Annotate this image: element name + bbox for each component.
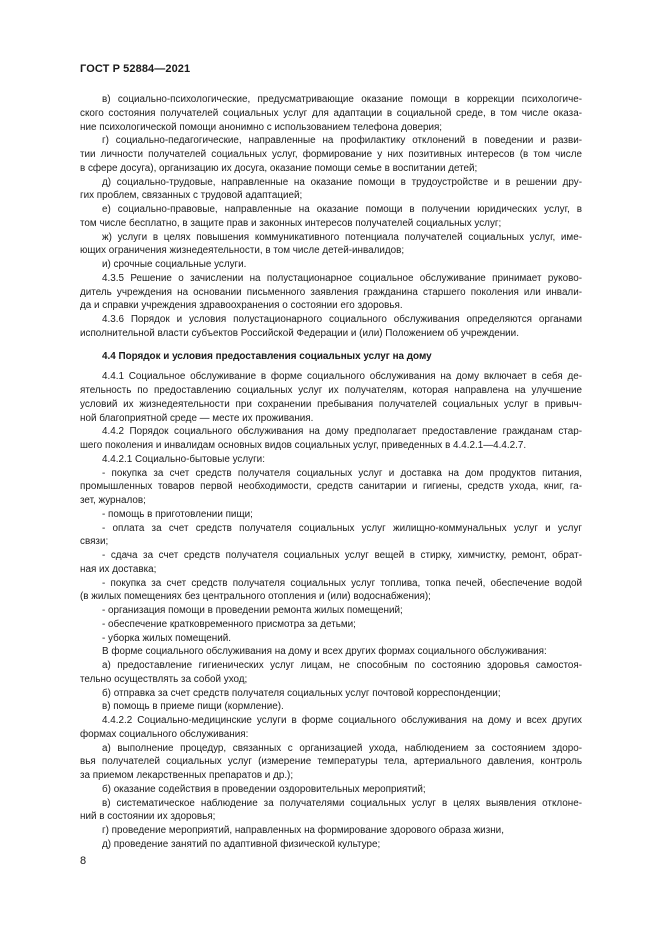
- text-line: условий их жизнедеятельности при сохранении пребывания получателей социальных услуг в привыч-: [80, 398, 582, 410]
- text-line: шего поколения и инвалидам основных видов социальных услуг, приведенных в 4.4.2.1—4.4.2.7.: [80, 440, 527, 451]
- text-line: 4.4.2.2 Социально-медицинские услуги в форме социального обслуживания на дому и всех других: [102, 715, 582, 726]
- text-line: д) проведение занятий по адаптивной физической культуре;: [102, 838, 381, 850]
- text-line: ний в состоянии их здоровья;: [80, 811, 216, 823]
- text-line: б) отправка за счет средств получателя социальных услуг почтовой корреспонденции;: [102, 687, 501, 699]
- text-line: в) помощь в приеме пищи (кормление).: [102, 701, 284, 713]
- text-line: - уборка жилых помещений.: [102, 632, 232, 644]
- text-line: связи;: [80, 536, 109, 548]
- text-line: ж) услуги в целях повышения коммуникативного потенциала получателей социальных услуг, име-: [102, 231, 582, 243]
- text-line: да и справки учреждения здравоохранения о состоянии его здоровья.: [80, 300, 403, 312]
- text-line: - обеспечение кратковременного присмотра за детьми;: [102, 618, 356, 630]
- document-header: ГОСТ Р 52884—2021: [80, 63, 191, 75]
- text-line: ной благоприятной среде — месте их проживания.: [80, 412, 314, 424]
- text-line: а) предоставление гигиенических услуг лицам, не способным по состоянию здоровья самостоя-: [102, 660, 582, 671]
- text-line: вья получателей социальных услуг (измерение температуры тела, артериального давления, контроль: [80, 756, 582, 768]
- text-line: 4.4.2.1 Социально-бытовые услуги:: [102, 453, 265, 465]
- page-number: 8: [80, 855, 87, 867]
- text-line: дитель учреждения на основании письменного заявления гражданина старшего поколения или инвали-: [80, 286, 582, 298]
- text-line: том числе бесплатно, в защите прав и законных интересов получателей социальных услуг;: [80, 217, 502, 229]
- text-line: в) систематическое наблюдение за получателями социальных услуг в целях выявления отклоне-: [102, 797, 582, 809]
- text-line: в) социально-психологические, предусматривающие оказание помощи в коррекции психологиче-: [102, 94, 582, 105]
- text-line: 4.4.1 Социальное обслуживание в форме социального обслуживания на дому включает в себя де-: [102, 371, 582, 383]
- section-heading: 4.4 Порядок и условия предоставления социальных услуг на дому: [102, 350, 432, 362]
- text-line: 4.3.6 Порядок и условия полустационарного социального обслуживания определяются органами: [102, 314, 582, 325]
- text-line: - сдача за счет средств получателя социальных услуг вещей в стирку, химчистку, ремонт, обрат-: [102, 550, 582, 561]
- text-line: ского состояния получателей социальных услуг для адаптации в социальной среде, в том числе оказа-: [80, 107, 582, 119]
- text-line: ющих ограничения жизнедеятельности, в том числе детей-инвалидов;: [80, 245, 405, 257]
- text-line: ятельность по предоставлению социальных услуг их получателям, которая направлена на улучшение: [80, 385, 582, 396]
- text-line: В форме социального обслуживания на дому и всех других формах социального обслуживания:: [102, 646, 547, 658]
- text-line: 4.4.2 Порядок социального обслуживания на дому предполагает предоставление гражданам стар-: [102, 426, 582, 438]
- text-line: г) проведение мероприятий, направленных на формирование здорового образа жизни,: [102, 825, 504, 836]
- text-line: - помощь в приготовлении пищи;: [102, 508, 253, 520]
- text-line: зет, журналов;: [80, 495, 146, 506]
- text-line: формах социального обслуживания:: [80, 728, 249, 740]
- text-line: е) социально-правовые, направленные на оказание помощи в получении юридических услуг, в: [102, 204, 582, 215]
- text-line: г) социально-педагогические, направленные на профилактику отклонений в поведении и разви-: [102, 135, 582, 147]
- text-line: - покупка за счет средств получателя социальных услуг топлива, топка печей, обеспечение водой: [102, 577, 582, 589]
- text-line: - организация помощи в проведении ремонта жилых помещений;: [102, 605, 403, 616]
- text-line: тии личности получателей социальных услуг, формирование у них позитивных интересов (в том числе: [80, 149, 582, 160]
- text-line: 4.3.5 Решение о зачислении на полустационарное социальное обслуживание принимает руково-: [102, 272, 582, 284]
- text-line: и) срочные социальные услуги.: [102, 259, 247, 270]
- text-line: за приемом лекарственных препаратов и др.);: [80, 770, 294, 781]
- text-line: в сфере досуга), организацию их досуга, оказание помощи семье в воспитании детей;: [80, 162, 478, 174]
- text-line: тельно осуществлять за собой уход;: [80, 673, 248, 685]
- text-line: промышленных товаров первой необходимости, средств санитарии и гигиены, средств ухода, книг, га-: [80, 481, 582, 493]
- text-line: (в жилых помещениях без центрального отопления и (или) водоснабжения);: [80, 591, 431, 603]
- text-line: - оплата за счет средств получателя социальных услуг жилищно-коммунальных услуг и услуг: [102, 522, 582, 534]
- text-line: - покупка за счет средств получателя социальных услуг и доставка на дом продуктов питания,: [102, 467, 582, 479]
- text-line: б) оказание содействия в проведении оздоровительных мероприятий;: [102, 783, 426, 795]
- document-body: [80, 93, 582, 852]
- text-line: ние психологической помощи анонимно с использованием телефона доверия;: [80, 121, 443, 133]
- text-line: а) выполнение процедур, связанных с организацией ухода, наблюдением за состоянием здоро-: [102, 742, 582, 754]
- text-line: ная их доставка;: [80, 563, 157, 575]
- text-line: исполнительной власти субъектов Российской Федерации и (или) Положением об учреждении.: [80, 327, 519, 339]
- text-line: гих проблем, связанных с трудовой адаптацией;: [80, 190, 303, 202]
- text-line: д) социально-трудовые, направленные на оказание помощи в трудоустройстве и в решении дру-: [102, 176, 582, 188]
